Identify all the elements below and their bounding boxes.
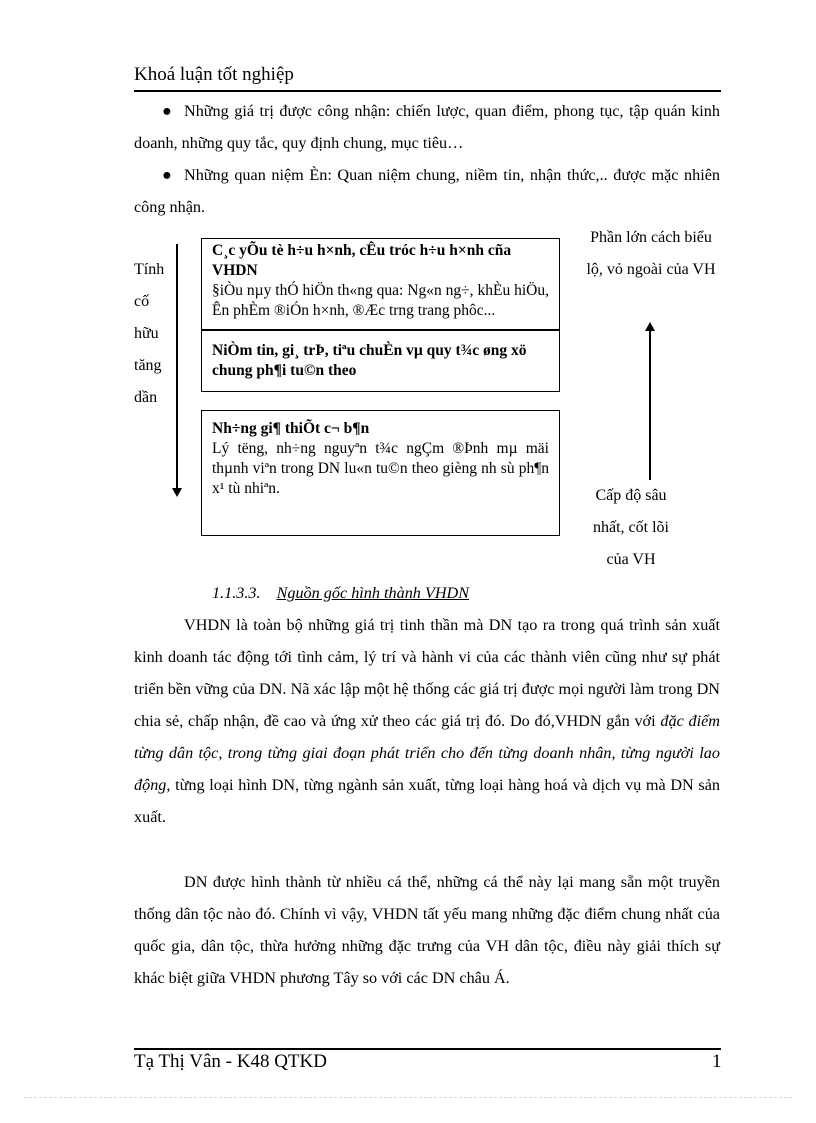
box-body: Lý tëng, nh÷ng nguyªn t¾c ngÇm ®Þnh mµ mäi thµnh viªn trong DN lu«n tu©n theo gièng nh sù ph¶n x¹ tù nhiªn. <box>212 440 549 497</box>
paragraph-formation: DN được hình thành từ nhiều cá thể, những cá thể này lại mang sẵn một truyền thống dân tộc nào đó. Chính vì vậy, VHDN tất yếu mang những đặc điểm chung nhất của quốc gia, dân tộc, thừa hưởng những đặc trưng của VH dân tộc, điều này giải thích sự khác biệt giữa VHDN phương Tây so với các DN châu Á. <box>134 873 720 987</box>
diagram-bottom-note: Cấp độ sâu nhất, cốt lõi của VH <box>593 487 669 568</box>
header-rule <box>134 90 721 92</box>
box-title: Nh÷ng gi¶ thiÕt c¬ b¶n <box>212 420 370 437</box>
up-arrow-icon <box>645 322 655 331</box>
bullet-text: Những quan niệm Èn: Quan niệm chung, niềm tin, nhận thức,.. được mặc nhiên công nhận. <box>134 166 720 216</box>
bullet-icon: ● <box>162 102 172 120</box>
down-arrow-shaft <box>176 244 178 492</box>
diagram-box-artifacts <box>201 238 560 330</box>
paragraph-emphasis: đặc điểm từng dân tộc, trong từng giai đoạn phát triển cho đến từng doanh nhân, từng người lao động <box>134 712 720 794</box>
box-title: C¸c yÕu tè h÷u h×nh, cÊu tróc h÷u h×nh cña VHDN <box>212 242 512 279</box>
diagram-box-assumptions <box>201 410 560 536</box>
paragraph-text: VHDN là toàn bộ những giá trị tinh thần mà DN tạo ra trong quá trình sản xuất kinh doanh tác động tới tình cảm, lý trí và hành vi của các thành viên cũng như sự phát triển bền vững của DN. Nã xác lập một hệ thống các giá trị được mọi người làm trong DN chia sẻ, chấp nhận, đề cao và ứng xử theo các giá trị đó. Do đó,VHDN gắn với <box>134 616 720 730</box>
paragraph-origin <box>134 609 720 833</box>
diagram-box-values <box>201 330 560 392</box>
page-number: 1 <box>712 1051 722 1072</box>
up-arrow-shaft <box>649 330 651 480</box>
box-title: NiÒm tin, gi¸ trÞ, tiªu chuÈn vµ quy t¾c øng xö chung ph¶i tu©n theo <box>212 342 527 379</box>
down-arrow-icon <box>172 488 182 497</box>
bullet-item <box>134 95 720 159</box>
bullet-text: Những giá trị được công nhận: chiến lược, quan điểm, phong tục, tập quán kinh doanh, những quy tắc, quy định chung, mục tiêu… <box>134 102 720 152</box>
section-title: Nguồn gốc hình thành VHDN <box>276 584 470 602</box>
footer-author: Tạ Thị Vân - K48 QTKD <box>134 1051 327 1072</box>
section-number: 1.1.3.3. <box>212 584 261 602</box>
footer-rule <box>134 1048 721 1050</box>
section-heading <box>212 577 469 609</box>
box-body: §iÒu nµy thÓ hiÖn th«ng qua: Ng«n ng÷, khÈu hiÖu, Ên phÈm ®iÓn h×nh, ®Æc trng trang phôc... <box>212 282 549 319</box>
paragraph-text: , từng loại hình DN, từng ngành sản xuất, từng loại hàng hoá và dịch vụ mà DN sản xuất. <box>134 776 720 826</box>
bullet-icon: ● <box>162 166 172 184</box>
diagram-top-note: Phần lớn cách biểu lộ, vỏ ngoài của VH <box>586 229 716 278</box>
page-break-line <box>24 1097 792 1098</box>
bullet-item <box>134 159 720 223</box>
diagram-left-label: Tính cố hữu tăng dần <box>134 261 165 406</box>
header-title: Khoá luận tốt nghiệp <box>134 64 294 85</box>
